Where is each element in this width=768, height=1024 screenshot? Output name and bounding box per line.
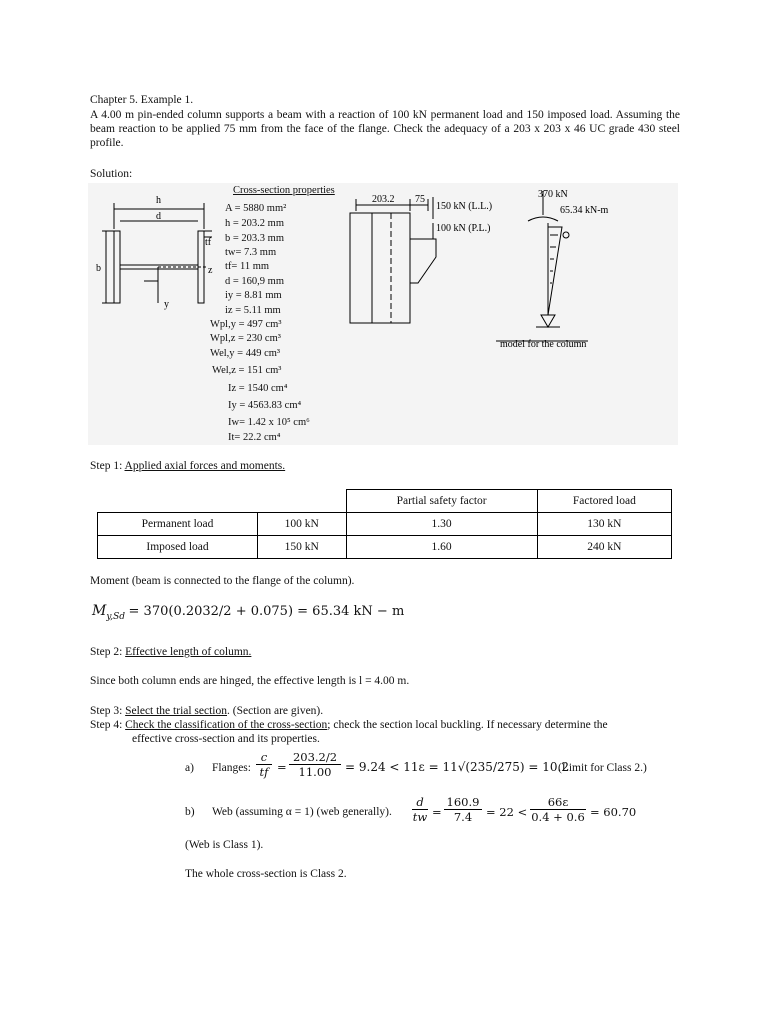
flanges-lhs — [256, 750, 272, 779]
table-header-row — [98, 490, 672, 513]
step3-suffix: . (Section are given). — [227, 705, 324, 717]
prop-item: b = 203.3 mm — [225, 233, 285, 244]
web-lhs — [412, 795, 428, 824]
load-ll: 150 kN (L.L.) — [436, 201, 493, 212]
step2-prefix: Step 2: — [90, 646, 126, 658]
flanges-text: Flanges: — [212, 762, 251, 774]
step3-title: Select the trial section — [125, 705, 228, 717]
web-fraction — [444, 795, 482, 824]
step2-title: Effective length of column. — [125, 646, 252, 658]
flanges-num: 203.2/2 — [292, 750, 338, 764]
step4-heading — [90, 719, 608, 731]
prop-item: iy = 8.81 mm — [225, 290, 282, 301]
label-d: d — [156, 211, 161, 222]
moment-rhs: = 370(0.2032/2 + 0.075) = 65.34 kN − m — [128, 604, 405, 619]
flanges-limit: (Limit for Class 2.) — [558, 762, 647, 774]
figure-drawing — [88, 183, 678, 445]
table-row — [98, 536, 672, 559]
flanges-fraction — [289, 750, 341, 779]
web-result: = 60.70 — [590, 805, 637, 819]
step4-prefix: Step 4: — [90, 719, 126, 731]
step4-suffix: ; check the section local buckling. If necessary determine the — [327, 719, 608, 731]
moment-subscript: y,Sd — [106, 611, 126, 622]
label-z: z — [208, 265, 213, 276]
flanges-lhs-num: c — [260, 750, 268, 764]
table-header-cell: Factored load — [537, 490, 671, 513]
table-cell: Imposed load — [98, 536, 258, 559]
step2-heading — [90, 646, 251, 658]
props-title: Cross-section properties — [233, 185, 335, 196]
web-limit-fraction — [530, 795, 586, 824]
problem-statement: A 4.00 m pin-ended column supports a beam with a reaction of 100 kN permanent load and 150 imposed load. Assuming the beam reaction to be applied 75 mm from the face of the flange. Check the adequacy of a 203 x 203 x 46 UC grade 430 steel profile. — [90, 109, 680, 149]
dim-203: 203.2 — [372, 194, 395, 205]
label-tf: tf — [205, 237, 212, 248]
prop-item: Wel,z = 151 cm³ — [212, 365, 282, 376]
label-y: y — [164, 299, 169, 310]
table-cell: 130 kN — [537, 513, 671, 536]
table-header-cell — [98, 490, 258, 513]
table-cell: 240 kN — [537, 536, 671, 559]
web-num: 160.9 — [446, 795, 480, 809]
prop-item: Iw= 1.42 x 10⁵ cm⁶ — [228, 417, 310, 428]
step1-heading — [90, 460, 285, 472]
figure-panel — [88, 183, 678, 445]
step1-title: Applied axial forces and moments. — [124, 460, 286, 472]
web-text: Web (assuming α = 1) (web generally). — [212, 806, 392, 818]
prop-item: Iz = 1540 cm⁴ — [228, 383, 288, 394]
flanges-lhs-den: tf — [256, 764, 272, 779]
web-label: b) — [185, 806, 195, 818]
prop-item: Wpl,z = 230 cm³ — [210, 333, 281, 344]
label-h: h — [156, 195, 161, 206]
load-pl: 100 kN (P.L.) — [436, 223, 491, 234]
prop-item: It= 22.2 cm⁴ — [228, 432, 281, 443]
web-den2: 0.4 + 0.6 — [531, 810, 585, 824]
table-cell: 100 kN — [258, 513, 347, 536]
step2-text: Since both column ends are hinged, the effective length is l = 4.00 m. — [90, 675, 410, 687]
table-cell: 150 kN — [258, 536, 347, 559]
flanges-rest: = 9.24 < 11ε = 11√(235/275) = 10.2 — [345, 760, 569, 774]
table-header-cell — [258, 490, 347, 513]
step4-title: Check the classification of the cross-section — [125, 719, 328, 731]
moment-text: Moment (beam is connected to the flange of the column). — [90, 575, 355, 587]
model-axial: 370 kN — [538, 189, 568, 200]
prop-item: Iy = 4563.83 cm⁴ — [228, 400, 302, 411]
label-b: b — [96, 263, 101, 274]
prop-item: tw= 7.3 mm — [225, 247, 277, 258]
conclusion: The whole cross-section is Class 2. — [185, 868, 347, 880]
table-cell: 1.60 — [346, 536, 537, 559]
model-caption: model for the column — [500, 339, 587, 350]
web-lhs-num: d — [416, 795, 424, 809]
web-num2: 66ε — [547, 795, 569, 809]
web-class: (Web is Class 1). — [185, 839, 264, 851]
table-cell: Permanent load — [98, 513, 258, 536]
table-cell: 1.30 — [346, 513, 537, 536]
prop-item: iz = 5.11 mm — [225, 305, 281, 316]
web-mid: = 22 < — [486, 805, 528, 819]
step3-prefix: Step 3: — [90, 705, 126, 717]
step4-line2: effective cross-section and its properties. — [132, 733, 320, 745]
moment-symbol: M — [92, 603, 107, 619]
flanges-den: 11.00 — [289, 764, 341, 779]
prop-item: d = 160,9 mm — [225, 276, 285, 287]
dim-75: 75 — [415, 194, 425, 205]
step1-prefix: Step 1: — [90, 460, 125, 472]
table-row — [98, 513, 672, 536]
loads-table — [97, 489, 672, 559]
prop-item: Wel,y = 449 cm³ — [210, 348, 281, 359]
solution-label: Solution: — [90, 168, 133, 180]
web-den: 7.4 — [444, 809, 482, 824]
table-header-cell: Partial safety factor — [346, 490, 537, 513]
chapter-title: Chapter 5. Example 1. — [90, 94, 194, 106]
prop-item: tf= 11 mm — [225, 261, 270, 272]
step3-heading — [90, 705, 323, 717]
prop-item: h = 203.2 mm — [225, 218, 285, 229]
moment-equation — [92, 603, 404, 622]
prop-item: A = 5880 mm² — [225, 203, 287, 214]
flanges-label: a) — [185, 762, 194, 774]
prop-item: Wpl,y = 497 cm³ — [210, 319, 282, 330]
model-moment: 65.34 kN-m — [560, 205, 609, 216]
web-lhs-den: tw — [412, 810, 428, 824]
